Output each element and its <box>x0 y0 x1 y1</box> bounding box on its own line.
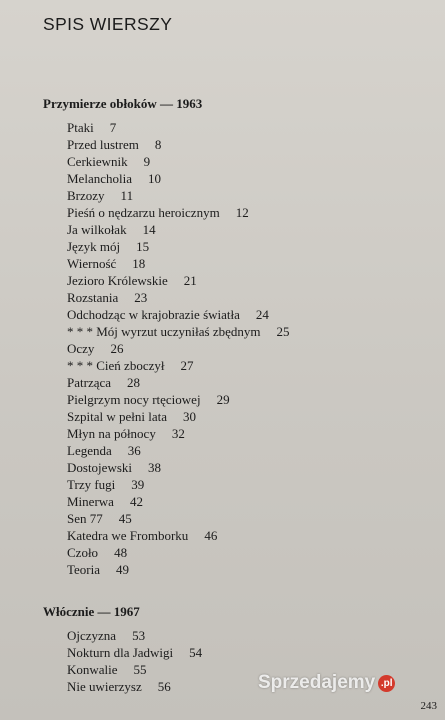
page-number: 42 <box>129 494 143 509</box>
toc-entry <box>67 627 202 644</box>
poem-title: Trzy fugi <box>67 477 116 492</box>
page-number: 36 <box>127 443 141 458</box>
page-number: 21 <box>183 273 197 288</box>
poem-title: Brzozy <box>67 188 105 203</box>
watermark-text: Sprzedajemy <box>258 672 376 693</box>
poem-title: Pieśń o nędzarzu heroicznym <box>67 205 220 220</box>
toc-entry <box>67 187 290 204</box>
page-number: 55 <box>133 662 147 677</box>
page-number: 25 <box>276 324 290 339</box>
page-number: 54 <box>189 645 203 660</box>
toc-list-2 <box>67 627 202 695</box>
watermark-logo <box>258 672 395 694</box>
page-number: 39 <box>131 477 145 492</box>
page-number: 23 <box>134 290 148 305</box>
toc-entry <box>67 459 290 476</box>
toc-entry <box>67 357 290 374</box>
poem-title: Minerwa <box>67 494 114 509</box>
poem-title: * * * Cień zboczył <box>67 358 165 373</box>
poem-title: Wierność <box>67 256 117 271</box>
page-number: 24 <box>255 307 269 322</box>
poem-title: Nokturn dla Jadwigi <box>67 645 174 660</box>
page-number: 38 <box>148 460 161 475</box>
page-number: 29 <box>216 392 230 407</box>
toc-entry <box>67 136 290 153</box>
page-number: 9 <box>143 154 151 169</box>
poem-title: Ptaki <box>67 120 94 135</box>
toc-entry <box>67 374 290 391</box>
poem-title: Ojczyzna <box>67 628 117 643</box>
page-number: 28 <box>127 375 141 390</box>
page-number: 14 <box>142 222 156 237</box>
page-number: 12 <box>235 205 249 220</box>
poem-title: Sen 77 <box>67 511 103 526</box>
page-number: 26 <box>110 341 124 356</box>
toc-entry <box>67 272 290 289</box>
page-number: 8 <box>154 137 162 152</box>
page-number: 49 <box>116 562 130 577</box>
poem-title: Szpital w pełni lata <box>67 409 168 424</box>
poem-title: Patrząca <box>67 375 112 390</box>
watermark-badge: .pl <box>378 675 395 692</box>
toc-entry <box>67 476 290 493</box>
toc-entry <box>67 306 290 323</box>
page-number: 18 <box>132 256 146 271</box>
page-number: 10 <box>147 171 161 186</box>
poem-title: Język mój <box>67 239 121 254</box>
toc-entry <box>67 391 290 408</box>
toc-entry <box>67 323 290 340</box>
toc-entry <box>67 644 202 661</box>
toc-entry <box>67 425 290 442</box>
toc-list-1 <box>67 119 290 578</box>
page-heading: SPIS WIERSZY <box>43 14 173 34</box>
poem-title: Dostojewski <box>67 460 132 475</box>
poem-title: Nie uwierzysz <box>67 679 142 694</box>
page-number: 32 <box>171 426 185 441</box>
poem-title: Czoło <box>67 545 99 560</box>
toc-entry <box>67 255 290 272</box>
section-title-1: Przymierze obłoków — 1963 <box>43 96 203 111</box>
page-number: 56 <box>157 679 171 694</box>
page-number: 45 <box>118 511 132 526</box>
toc-entry <box>67 561 290 578</box>
toc-entry <box>67 408 290 425</box>
toc-entry <box>67 510 290 527</box>
poem-title: Katedra we Fromborku <box>67 528 189 543</box>
toc-entry <box>67 493 290 510</box>
section-title-2: Włócznie — 1967 <box>43 604 140 619</box>
poem-title: Odchodząc w krajobrazie światła <box>67 307 240 322</box>
poem-title: Konwalie <box>67 662 118 677</box>
poem-title: Jezioro Królewskie <box>67 273 168 288</box>
poem-title: * * * Mój wyrzut uczyniłaś zbędnym <box>67 324 261 339</box>
page-number: 27 <box>180 358 194 373</box>
poem-title: Oczy <box>67 341 95 356</box>
page-number: 48 <box>114 545 128 560</box>
poem-title: Ja wilkołak <box>67 222 127 237</box>
toc-entry <box>67 340 290 357</box>
poem-title: Cerkiewnik <box>67 154 128 169</box>
page-folio: 243 <box>420 700 437 712</box>
page-number: 30 <box>183 409 197 424</box>
toc-entry <box>67 238 290 255</box>
toc-entry <box>67 661 202 678</box>
toc-entry <box>67 221 290 238</box>
poem-title: Legenda <box>67 443 112 458</box>
page-number: 46 <box>204 528 218 543</box>
page-number: 11 <box>120 188 134 203</box>
poem-title: Rozstania <box>67 290 119 305</box>
poem-title: Pielgrzym nocy rtęciowej <box>67 392 201 407</box>
page-number: 53 <box>132 628 146 643</box>
page-number: 7 <box>109 120 117 135</box>
page-number: 15 <box>136 239 150 254</box>
toc-entry <box>67 170 290 187</box>
toc-entry <box>67 289 290 306</box>
toc-entry <box>67 204 290 221</box>
poem-title: Przed lustrem <box>67 137 139 152</box>
poem-title: Teoria <box>67 562 101 577</box>
toc-entry <box>67 119 290 136</box>
toc-entry <box>67 544 290 561</box>
toc-entry <box>67 527 290 544</box>
toc-entry <box>67 678 202 695</box>
poem-title: Melancholia <box>67 171 132 186</box>
toc-entry <box>67 153 290 170</box>
poem-title: Młyn na północy <box>67 426 156 441</box>
toc-entry <box>67 442 290 459</box>
